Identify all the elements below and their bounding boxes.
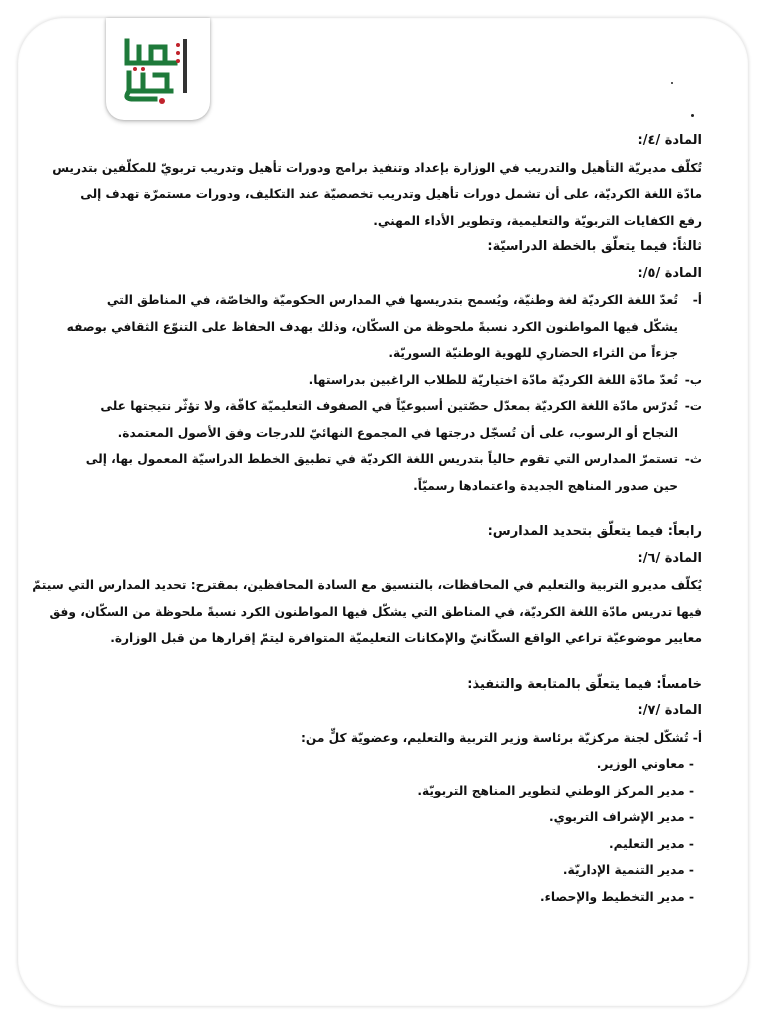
speck-mark [671, 82, 673, 84]
document-body [32, 128, 702, 910]
article-5-title: المادة /٥/: [637, 265, 702, 281]
article-7-intro: أ- تُشكّل لجنة مركزيّة برئاسة وزير التربية والتعليم، وعضويّة كلٍّ من: [301, 730, 702, 745]
article-5-item-a [66, 287, 702, 367]
item-line: حين صدور المناهج الجديدة واعتمادها رسميّاً. [413, 478, 678, 493]
section-5-title: خامساً: فيما يتعلّق بالمتابعة والتنفيذ: [467, 676, 702, 692]
committee-member: - مدير التخطيط والإحصاء. [540, 889, 694, 904]
committee-member: - مدير الإشراف التربوي. [548, 810, 694, 824]
item-line: تُعدّ اللغة الكرديّة لغة وطنيّة، ويُسمح بتدريسها في المدارس الحكوميّة والخاصّة، في المناطق التي [106, 293, 678, 307]
article-4-line: رفع الكفايات التربويّة والتعليمية، وتطوير الأداء المهني. [373, 213, 702, 228]
article-5-item-th [85, 446, 702, 499]
committee-member: - مدير التعليم. [608, 836, 694, 851]
article-4-line: تُكلّف مديريّة التأهيل والتدريب في الوزارة بإعداد وتنفيذ برامج ودورات تأهيل وتدريب تربويّ للمكلّفين بتدريس [52, 160, 702, 175]
article-7-title: المادة /٧/: [637, 703, 702, 718]
item-line: جزءاً من الثراء الحضاري للهوية الوطنيّة السوريّة. [388, 346, 678, 360]
item-marker: ث- [684, 452, 702, 466]
article-5-item-t [96, 393, 702, 446]
committee-member: - مدير التنمية الإداريّة. [562, 863, 694, 877]
article-6-line: يُكلّف مديرو التربية والتعليم في المحافظات، بالتنسيق مع السادة المحافظين، بمقترح: تحديد المدارس التي سيتمّ [32, 578, 702, 592]
item-marker: أ- [692, 293, 702, 307]
committee-member: - مدير المركز الوطني لتطوير المناهج التربويّة. [417, 783, 694, 798]
article-6-line: فيها تدريس مادّة اللغة الكرديّة، في المناطق التي يشكّل فيها المواطنون الكرد نسبةً ملحوظة من السكّان، وفق [49, 604, 702, 619]
logo-badge[interactable] [106, 18, 210, 120]
logo-icon [115, 33, 201, 105]
item-line: يشكّل فيها المواطنون الكرد نسبةً ملحوظة من السكّان، وذلك بهدف الحفاظ على التنوّع الثقافي بوصفه [66, 319, 678, 334]
section-3-title: ثالثاً: فيما يتعلّق بالخطة الدراسيّة: [487, 239, 702, 254]
article-4-line: مادّة اللغة الكرديّة، على أن تشمل دورات تأهيل وتدريب تخصصيّة عند التكليف، ودورات مستمرّة تهدف إلى [80, 187, 702, 201]
article-6-title: المادة /٦/: [637, 550, 702, 566]
item-line: تُدرّس مادّة اللغة الكرديّة بمعدّل حصّتين أسبوعيّاً في الصفوف التعليميّة كافّة، ولا تؤثّر نتيجتها على [100, 399, 678, 413]
item-line: تُعدّ مادّة اللغة الكرديّة مادّة اختياريّة للطلاب الراغبين بدراستها. [308, 372, 678, 387]
article-6-line: معايير موضوعيّة تراعي الواقع السكّانيّ والإمكانات التعليميّة المتوافرة ليتمّ إقرارها من قبل الوزارة. [110, 631, 702, 645]
section-4-title: رابعاً: فيما يتعلّق بتحديد المدارس: [487, 524, 702, 539]
speck-mark [691, 114, 694, 117]
item-marker: ت- [684, 399, 702, 413]
article-4-title: المادة /٤/: [637, 133, 702, 148]
item-marker: ب- [684, 372, 702, 387]
item-line: النجاح أو الرسوب، على أن تُسجّل درجتها في المجموع النهائيّ للدرجات وفق الأصول المعتمدة. [117, 425, 678, 440]
committee-member: - معاوني الوزير. [596, 757, 694, 771]
item-line: تستمرّ المدارس التي تقوم حالياً بتدريس اللغة الكرديّة في تطبيق الخطط الدراسيّة المعمول بها، إلى [85, 452, 678, 466]
article-5-item-b [96, 367, 702, 394]
